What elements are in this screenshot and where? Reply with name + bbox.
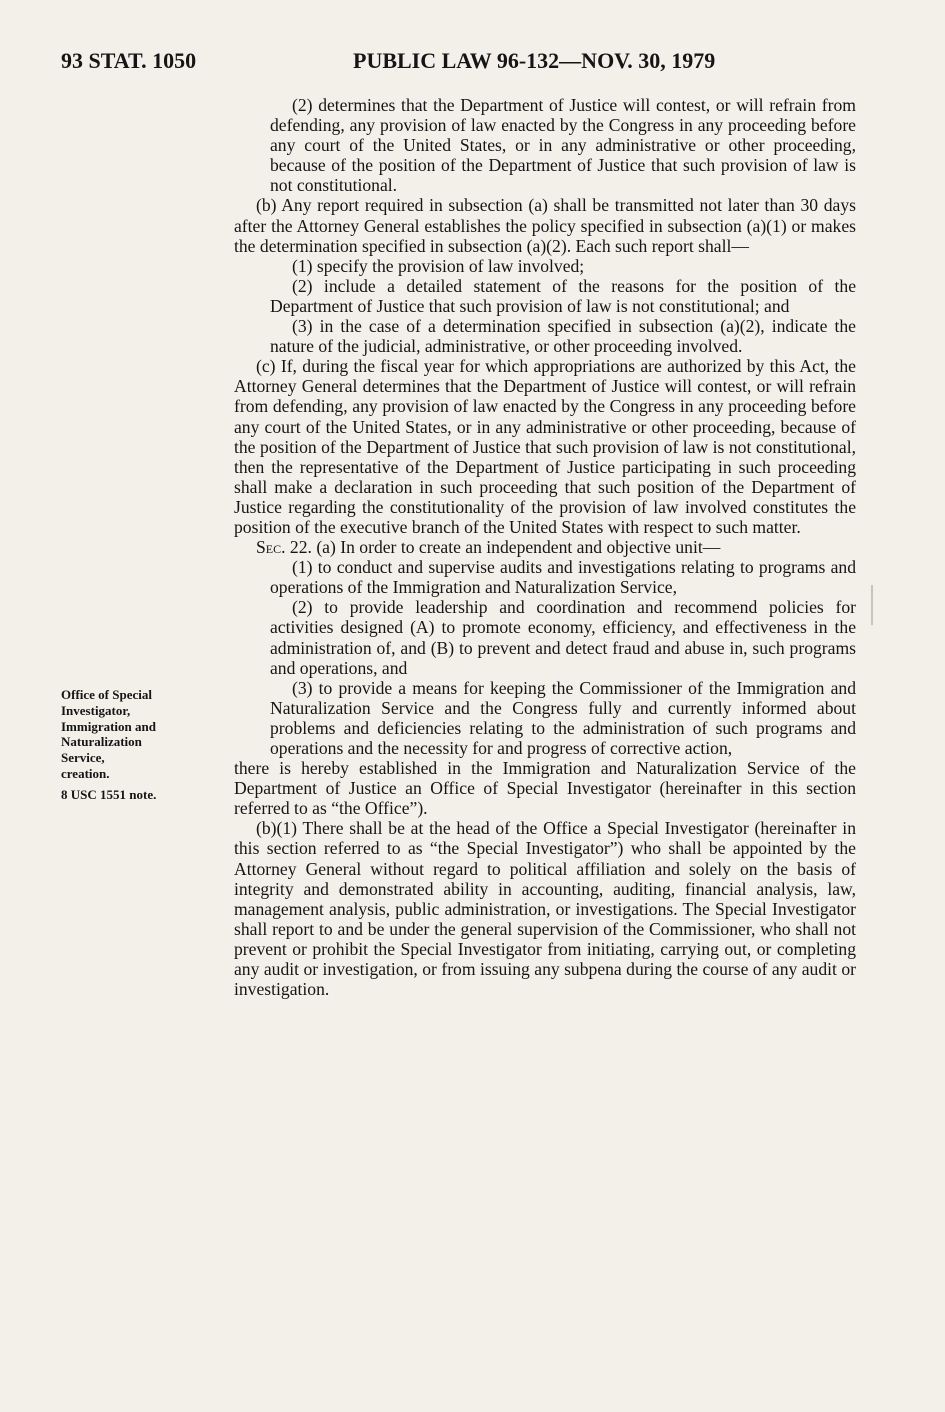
margin-note-line: Service, <box>61 750 105 766</box>
paragraph-a2: (2) determines that the Department of Justice will contest, or will refrain from defending, any provision of law enacted by the Congress in any proceeding before any court of the United States, or in any administrative or other proceeding, because of the position of the Department of Justice that such provision of law is not constitutional. <box>270 95 856 196</box>
margin-note-line: Office of Special <box>61 687 152 702</box>
paragraph-22a1: (1) to conduct and supervise audits and investigations relating to programs and operations of the Immigration and Naturalization Service, <box>270 557 856 598</box>
section-22-heading <box>234 537 856 557</box>
paragraph-22a3: (3) to provide a means for keeping the Commissioner of the Immigration and Naturalization Service and the Congress fully and currently informed about problems and deficiencies relating to the administration of such programs and operations and the necessity for and progress of corrective action, <box>270 677 856 758</box>
section-22-intro: (a) In order to create an independent and objective unit— <box>311 537 721 558</box>
paragraph-establishment: there is hereby established in the Immigration and Naturalization Service of the Department of Justice an Office of Special Investigator (hereinafter in this section referred to as “the Office”). <box>234 758 856 819</box>
margin-note-line: creation. <box>61 765 110 781</box>
statute-body <box>234 95 856 999</box>
paragraph-b1: (1) specify the provision of law involved; <box>292 255 585 276</box>
margin-mark <box>871 585 873 625</box>
section-label: Sec. 22. <box>256 537 312 558</box>
margin-note <box>61 687 221 803</box>
margin-note-line: Investigator, <box>61 702 131 718</box>
paragraph-b: (b) Any report required in subsection (a) shall be transmitted not later than 30 days after the Attorney General establishes the policy specified in subsection (a)(1) or makes the determination specified in subsection (a)(2). Each such report shall— <box>234 195 856 256</box>
page-header <box>61 48 741 84</box>
paragraph-b-1-special-investigator: (b)(1) There shall be at the head of the Office a Special Investigator (hereinafter in this section referred to as “the Special Investigator”) who shall be appointed by the Attorney General without regard to political affiliation and solely on the basis of integrity and demonstrated ability in accounting, auditing, financial analysis, law, management analysis, public administration, or investigations. The Special Investigator shall report to and be under the general supervision of the Commissioner, who shall not prevent or prohibit the Special Investigator from initiating, carrying out, or completing any audit or investigation, or from issuing any subpena during the course of any audit or investigation. <box>234 818 856 1000</box>
margin-note-citation: 8 USC 1551 note. <box>61 786 157 802</box>
paragraph-b2: (2) include a detailed statement of the reasons for the position of the Department of Justice that such provision of law is not constitutional; and <box>270 275 856 316</box>
margin-note-line: Immigration and <box>61 718 156 734</box>
public-law-title: PUBLIC LAW 96-132—NOV. 30, 1979 <box>353 48 716 73</box>
paragraph-b3: (3) in the case of a determination specified in subsection (a)(2), indicate the nature of the judicial, administrative, or other proceeding involved. <box>270 316 856 357</box>
statute-page-reference: 93 STAT. 1050 <box>61 48 197 73</box>
margin-note-line: Naturalization <box>61 734 142 750</box>
paragraph-c: (c) If, during the fiscal year for which appropriations are authorized by this Act, the Attorney General determines that the Department of Justice will contest, or will refrain from defending, any provision of law enacted by the Congress in any proceeding before any court of the United States, or in any administrative or other proceeding, because of the position of the Department of Justice that such provision of law is not constitutional, then the representative of the Department of Justice participating in such proceeding shall make a declaration in such proceeding that such position of the Department of Justice regarding the constitutionality of the provision of law involved constitutes the position of the executive branch of the United States with respect to such matter. <box>234 356 856 537</box>
paragraph-22a2: (2) to provide leadership and coordination and recommend policies for activities designed (A) to promote economy, efficiency, and effectiveness in the administration of, and (B) to prevent and detect fraud and abuse in, such programs and operations, and <box>270 597 856 678</box>
